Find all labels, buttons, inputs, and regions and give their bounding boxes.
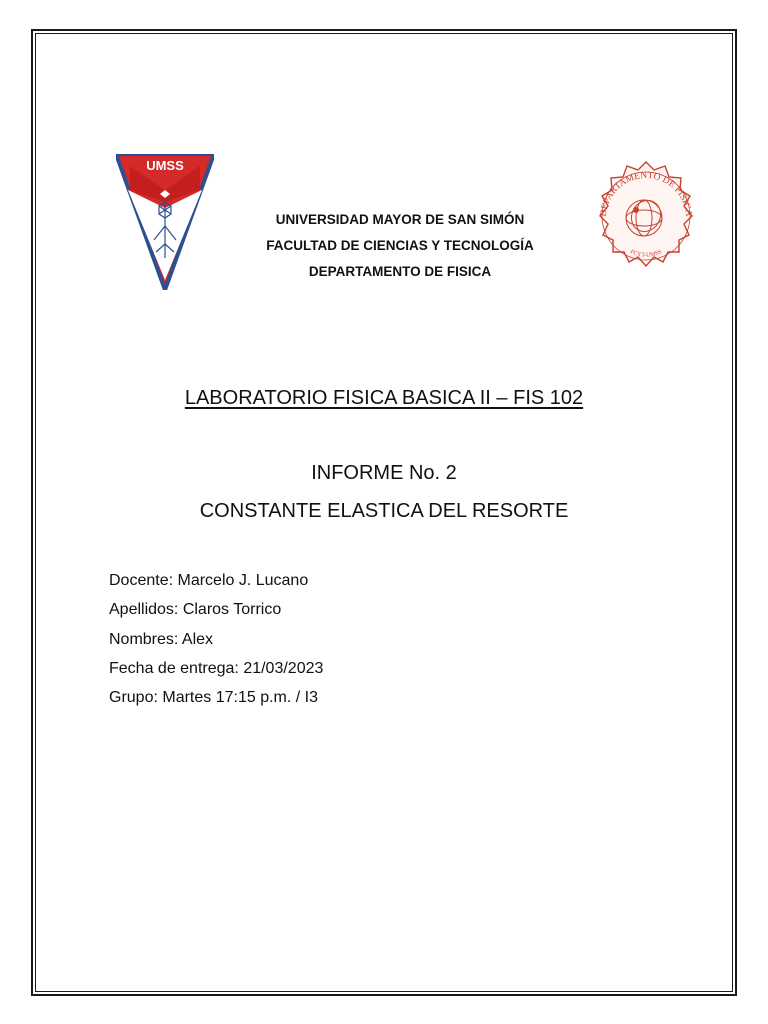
seal-top-text: DEPARTAMENTO DE FISICA <box>598 170 694 218</box>
university-name: UNIVERSIDAD MAYOR DE SAN SIMÓN <box>275 212 525 227</box>
report-title: CONSTANTE ELASTICA DEL RESORTE <box>199 500 569 522</box>
department-seal-logo <box>584 156 708 280</box>
lab-title <box>0 387 768 410</box>
group-line: Grupo: Martes 17:15 p.m. / I3 <box>109 689 318 706</box>
names-line: Nombres: Alex <box>109 631 214 648</box>
surnames-line: Apellidos: Claros Torrico <box>109 601 282 618</box>
svg-text:UMSS: UMSS <box>146 158 184 173</box>
seal-bottom-text: FCYT-UMSS <box>629 249 663 259</box>
department-name: DEPARTAMENTO DE FISICA <box>308 264 492 279</box>
lab-title-text: LABORATORIO FISICA BASICA II – FIS 102 <box>184 387 584 409</box>
umss-logo <box>116 154 214 290</box>
report-number: INFORME No. 2 <box>311 462 457 484</box>
delivery-date-line: Fecha de entrega: 21/03/2023 <box>109 660 324 677</box>
teacher-line: Docente: Marcelo J. Lucano <box>109 572 309 589</box>
faculty-name: FACULTAD DE CIENCIAS Y TECNOLOGÍA <box>266 238 534 253</box>
